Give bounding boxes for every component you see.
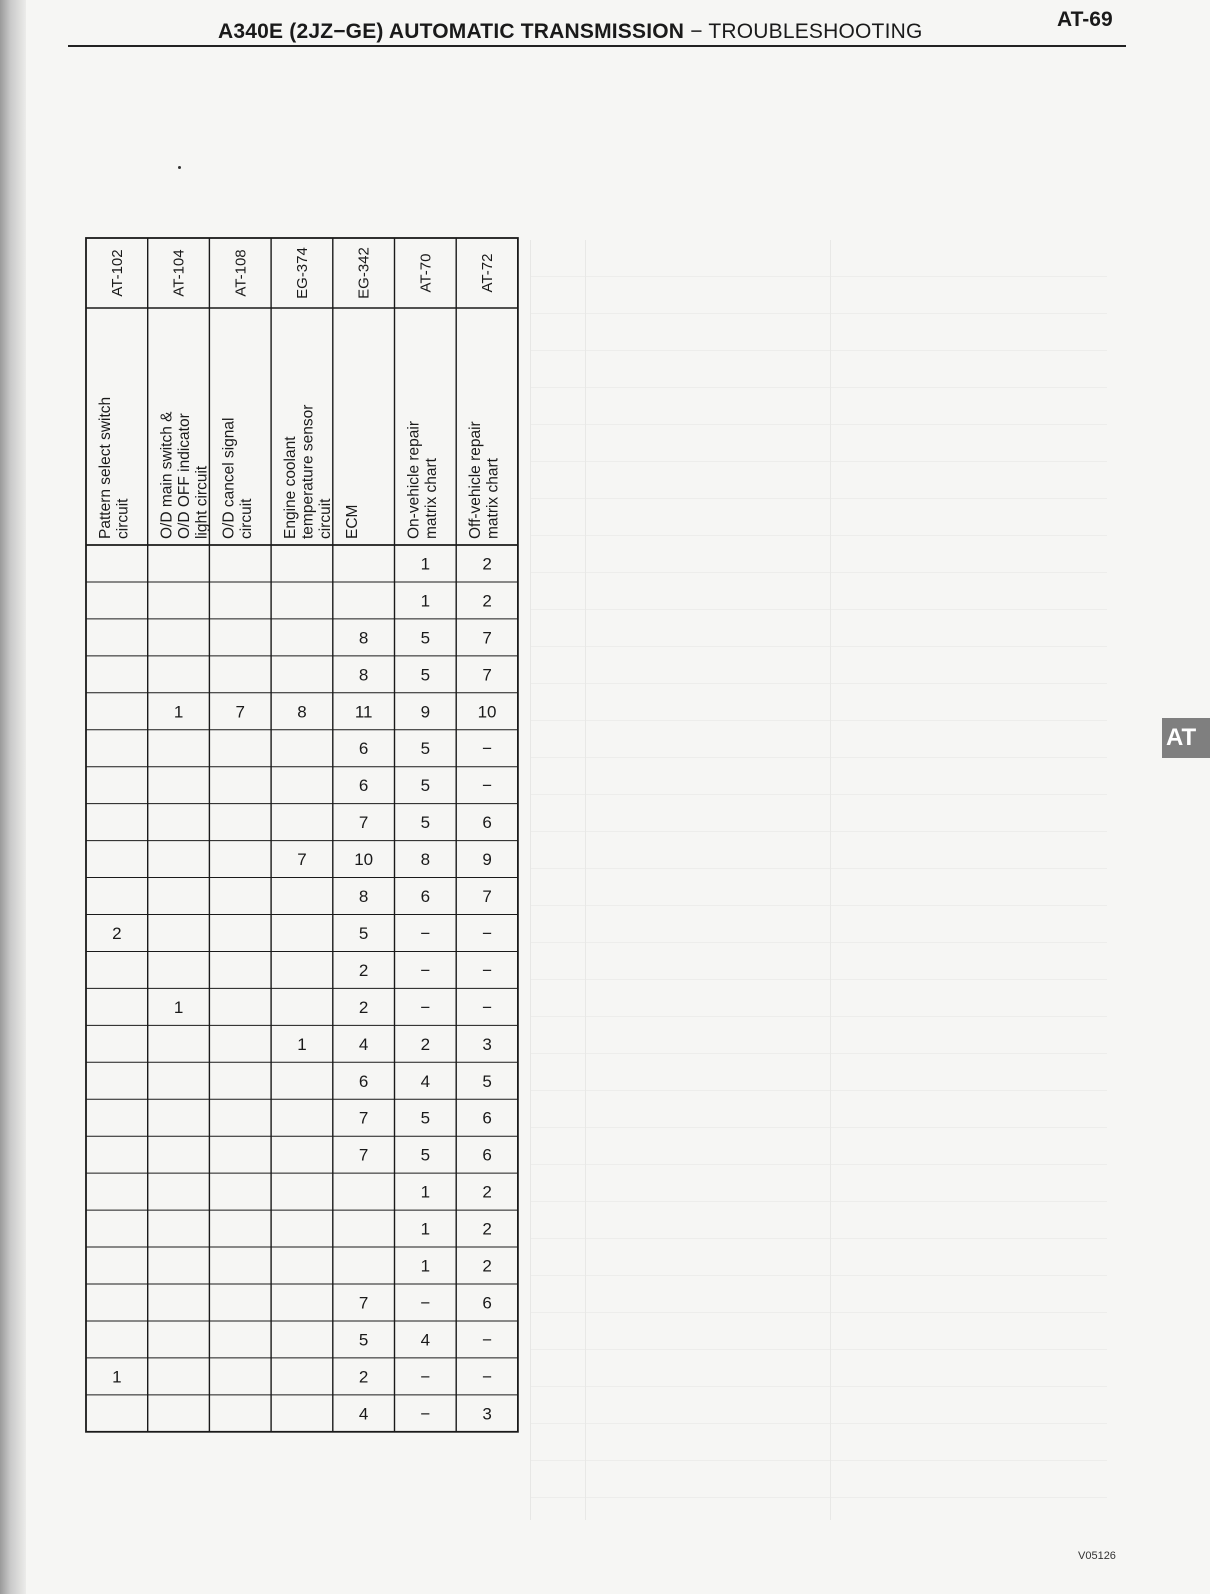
table-cell-value: 1 bbox=[420, 591, 431, 611]
table-cell-value: 7 bbox=[482, 665, 492, 685]
table-cell-value: 7 bbox=[358, 1293, 369, 1313]
column-reference-code: EG-374 bbox=[293, 247, 311, 299]
table-cell-value: 1 bbox=[112, 1367, 122, 1387]
table-cell-value: 1 bbox=[420, 1182, 431, 1202]
table-cell-value: 7 bbox=[482, 887, 492, 907]
table-cell-value: 9 bbox=[420, 702, 431, 722]
table-cell-value: − bbox=[482, 960, 493, 980]
table-cell-value: 11 bbox=[354, 702, 373, 722]
figure-code: V05126 bbox=[1078, 1550, 1116, 1562]
table-cell-value: 4 bbox=[358, 1034, 369, 1054]
table-cell-value: 5 bbox=[420, 1108, 431, 1128]
table-cell-value: 8 bbox=[358, 665, 369, 685]
table-cell-value: 1 bbox=[420, 1219, 431, 1239]
column-header-label: circuit bbox=[114, 498, 132, 539]
column-header-label: Engine coolant bbox=[282, 436, 300, 539]
table-cell-value: 2 bbox=[482, 1182, 492, 1202]
column-header-label: temperature sensor bbox=[299, 404, 317, 539]
page-title-section: TROUBLESHOOTING bbox=[708, 20, 923, 43]
column-header-label: O/D main switch & bbox=[158, 411, 176, 539]
table-cell-value: 9 bbox=[482, 850, 492, 870]
table-cell-value: − bbox=[482, 739, 493, 759]
table-cell-value: 5 bbox=[358, 923, 369, 943]
table-cell-value: 2 bbox=[482, 554, 492, 574]
table-cell-value: 2 bbox=[482, 1256, 492, 1276]
table-cell-value: 7 bbox=[235, 702, 245, 722]
table-cell-value: 4 bbox=[420, 1330, 431, 1350]
table-cell-value: 5 bbox=[420, 1145, 431, 1165]
table-cell-value: 7 bbox=[482, 628, 492, 648]
table-cell-value: − bbox=[420, 1404, 431, 1424]
table-cell-value: 4 bbox=[420, 1071, 431, 1091]
column-header-label: O/D cancel signal bbox=[220, 417, 238, 539]
table-cell-value: 10 bbox=[354, 850, 374, 870]
table-cell-value: 2 bbox=[358, 960, 369, 980]
page-number: AT-69 bbox=[1057, 8, 1113, 31]
column-reference-code: AT-72 bbox=[479, 253, 497, 293]
table-cell-value: − bbox=[482, 776, 493, 796]
table-cell-value: 5 bbox=[420, 628, 431, 648]
table-cell-value: 3 bbox=[482, 1034, 492, 1054]
table-cell-value: 5 bbox=[420, 776, 431, 796]
table-cell-value: 6 bbox=[482, 1145, 492, 1165]
table-cell-value: − bbox=[420, 1367, 431, 1387]
table-cell-value: 2 bbox=[482, 591, 492, 611]
table-cell-value: 6 bbox=[420, 887, 431, 907]
table-cell-value: 1 bbox=[297, 1034, 307, 1054]
table-cell-value: 2 bbox=[358, 1367, 369, 1387]
table-cell-value: 8 bbox=[358, 628, 369, 648]
table-cell-value: 7 bbox=[358, 1145, 369, 1165]
column-header-label: light circuit bbox=[193, 465, 211, 539]
table-cell-value: 5 bbox=[358, 1330, 369, 1350]
table-cell-value: 10 bbox=[477, 702, 497, 722]
page-title-separator: − bbox=[684, 20, 709, 43]
table-cell-value: 4 bbox=[358, 1404, 369, 1424]
table-cell-value: − bbox=[482, 1330, 493, 1350]
column-header-label: matrix chart bbox=[423, 458, 440, 539]
table-cell-value: − bbox=[482, 923, 493, 943]
table-cell-value: 5 bbox=[420, 665, 431, 685]
table-cell-value: 6 bbox=[358, 739, 369, 759]
table-cell-value: 6 bbox=[482, 1108, 492, 1128]
column-header-label: matrix chart bbox=[484, 458, 502, 539]
column-header-label: O/D OFF indicator bbox=[176, 413, 194, 539]
table-cell-value: 2 bbox=[358, 997, 369, 1017]
column-header-label: circuit bbox=[237, 498, 255, 539]
table-cell-value: 6 bbox=[358, 776, 369, 796]
table-cell-value: − bbox=[420, 923, 431, 943]
table-cell-value: 7 bbox=[358, 813, 369, 833]
column-header-label: Off-vehicle repair bbox=[467, 421, 485, 539]
table-cell-value: − bbox=[482, 1367, 493, 1387]
table-cell-value: − bbox=[420, 1293, 431, 1313]
column-reference-code: AT-104 bbox=[170, 249, 188, 297]
table-cell-value: 7 bbox=[358, 1108, 369, 1128]
table-cell-value: 1 bbox=[173, 702, 184, 722]
table-cell-value: 5 bbox=[482, 1071, 492, 1091]
table-cell-value: 8 bbox=[358, 887, 369, 907]
table-cell-value: − bbox=[420, 960, 431, 980]
table-cell-value: 8 bbox=[297, 702, 307, 722]
column-reference-code: EG-342 bbox=[355, 247, 373, 299]
table-cell-value: 2 bbox=[420, 1034, 431, 1054]
table-cell-value: − bbox=[482, 997, 493, 1017]
section-tab-at[interactable]: AT bbox=[1162, 718, 1210, 758]
table-cell-value: 6 bbox=[482, 1293, 492, 1313]
column-reference-code: AT-108 bbox=[232, 249, 250, 297]
table-cell-value: 6 bbox=[482, 813, 492, 833]
table-cell-value: 5 bbox=[420, 739, 431, 759]
table-cell-value: 1 bbox=[420, 1256, 431, 1276]
table-cell-value: 8 bbox=[420, 850, 431, 870]
column-header-label: Pattern select switch bbox=[97, 396, 114, 539]
table-cell-value: 2 bbox=[482, 1219, 492, 1239]
column-header-label: ECM bbox=[343, 504, 361, 539]
page-title-main: A340E (2JZ−GE) AUTOMATIC TRANSMISSION bbox=[218, 20, 685, 43]
table-cell-value: 1 bbox=[420, 554, 431, 574]
table-cell-value: 2 bbox=[112, 923, 122, 943]
table-cell-value: − bbox=[420, 997, 431, 1017]
table-cell-value: 3 bbox=[482, 1404, 492, 1424]
table-cell-value: 5 bbox=[420, 813, 431, 833]
column-header-label: circuit bbox=[317, 498, 335, 539]
column-header-label: On-vehicle repair bbox=[405, 420, 423, 539]
table-cell-value: 7 bbox=[297, 850, 307, 870]
column-reference-code: AT-70 bbox=[417, 253, 435, 293]
column-reference-code: AT-102 bbox=[108, 249, 126, 297]
table-cell-value: 1 bbox=[173, 997, 184, 1017]
table-cell-value: 6 bbox=[358, 1071, 369, 1091]
